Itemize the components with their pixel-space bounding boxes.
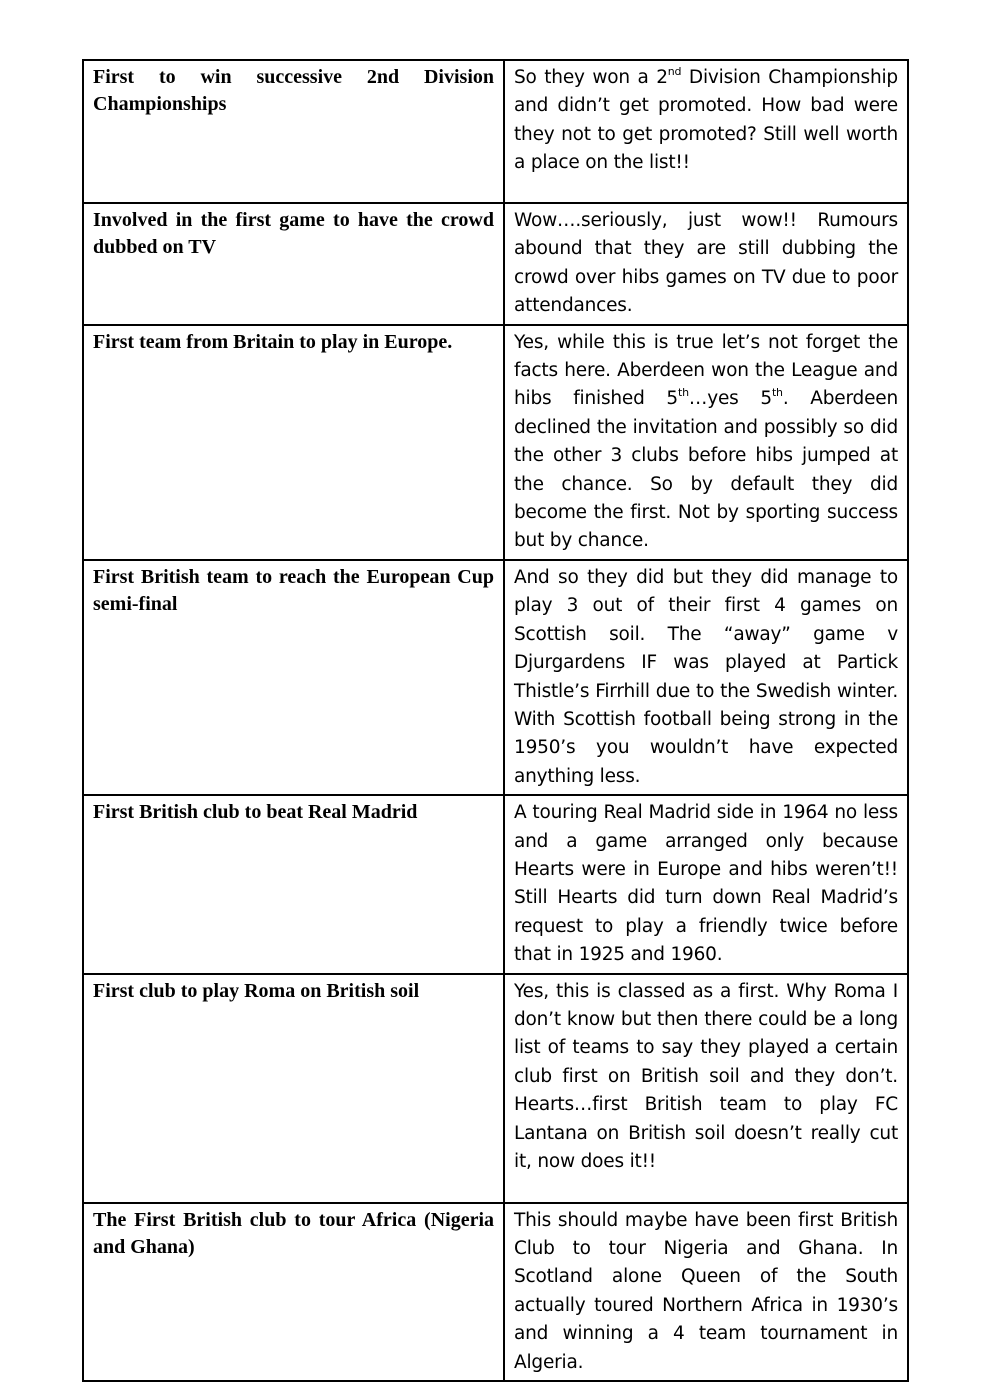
response-cell: Wow….seriously, just wow!! Rumours abound that they are still dubbing the crowd over hibs games on TV due to poor attendances. (504, 203, 908, 325)
claim-cell: First to win successive 2nd Division Championships (83, 60, 504, 203)
claim-cell: Involved in the first game to have the crowd dubbed on TV (83, 203, 504, 325)
response-cell (504, 60, 908, 203)
claim-cell: First club to play Roma on British soil (83, 974, 504, 1203)
table-row (83, 974, 908, 1203)
claims-table (82, 59, 909, 1382)
response-cell: This should maybe have been first British Club to tour Nigeria and Ghana. In Scotland alone Queen of the South actually toured Northern Africa in 1930’s and winning a 4 team tournament in Algeria. (504, 1203, 908, 1381)
table-row (83, 60, 908, 203)
claim-cell: First British club to beat Real Madrid (83, 795, 504, 973)
response-cell: Yes, this is classed as a first. Why Roma I don’t know but then there could be a long list of teams to say they played a certain club first on British soil and they don’t. Hearts…first British team to play FC Lantana on British soil doesn’t really cut it, now does it!! (504, 974, 908, 1203)
table-row (83, 1203, 908, 1381)
response-text: Yes, while this is true let’s not forget the facts here. Aberdeen won the League and hibs finished 5th…yes 5th. Aberdeen declined the invitation and possibly so did the other 3 clubs before hibs jumped at the chance. So by default they did become the first. Not by sporting success but by chance. (514, 331, 898, 552)
claim-cell: First British team to reach the European Cup semi-final (83, 560, 504, 795)
response-cell: And so they did but they did manage to play 3 out of their first 4 games on Scottish soil. The “away” game v Djurgardens IF was played at Partick Thistle’s Firrhill due to the Swedish winter. With Scottish football being strong in the 1950’s you wouldn’t have expected anything less. (504, 560, 908, 795)
response-cell: A touring Real Madrid side in 1964 no less and a game arranged only because Hearts were in Europe and hibs weren’t!! Still Hearts did turn down Real Madrid’s request to play a friendly twice before that in 1925 and 1960. (504, 795, 908, 973)
table-row (83, 203, 908, 325)
response-cell (504, 325, 908, 560)
table-row (83, 325, 908, 560)
claim-cell: The First British club to tour Africa (Nigeria and Ghana) (83, 1203, 504, 1381)
table-row (83, 795, 908, 973)
response-text: So they won a 2nd Division Championship and didn’t get promoted. How bad were they not to get promoted? Still well worth a place on the list!! (514, 65, 898, 174)
claim-cell: First team from Britain to play in Europe. (83, 325, 504, 560)
table-row (83, 560, 908, 795)
